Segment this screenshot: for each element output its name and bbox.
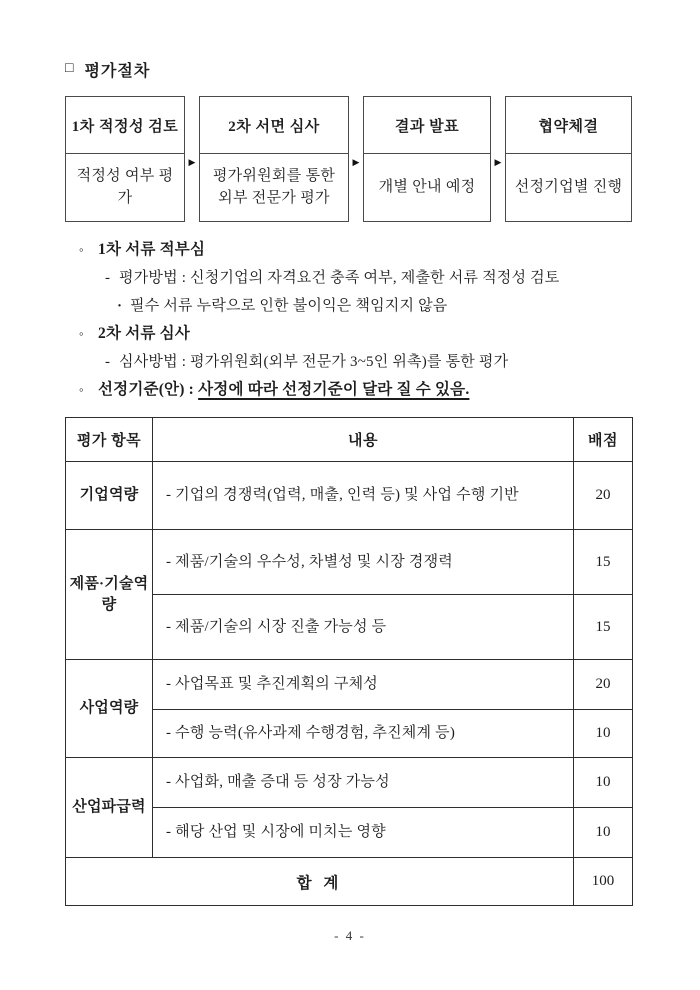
content-cell: - 제품/기술의 시장 진출 가능성 등: [153, 595, 574, 660]
flow-step-2: [199, 96, 349, 222]
note-text: [98, 376, 469, 404]
content-cell: - 사업화, 매출 증대 등 성장 가능성: [153, 758, 574, 808]
table-header-row: [66, 418, 633, 462]
note-text: 심사방법 : 평가위원회(외부 전문가 3~5인 위촉)를 통한 평가: [119, 354, 509, 370]
note-item: [65, 292, 632, 320]
flow-step-4: [505, 96, 632, 222]
note-text: 1차 서류 적부심: [98, 241, 206, 258]
content-cell: - 기업의 경쟁력(업력, 매출, 인력 등) 및 사업 수행 기반: [153, 462, 574, 530]
flow-step-2-title: 2차 서면 심사: [200, 97, 348, 154]
table-row: [66, 462, 633, 530]
note-item: [65, 320, 632, 348]
dash-bullet-icon: -: [105, 270, 111, 286]
table-total-row: [66, 858, 633, 906]
flow-step-4-desc: 선정기업별 진행: [514, 178, 623, 195]
table-row: [66, 758, 633, 808]
score-cell: 20: [574, 660, 633, 710]
flow-step-3-title: 결과 발표: [364, 97, 490, 154]
note-item: [65, 264, 632, 292]
circle-bullet-icon: ◦: [79, 382, 84, 397]
flow-arrow-icon: ▶: [352, 156, 360, 167]
dot-bullet-icon: ·: [117, 298, 123, 314]
flow-step-3-desc: 개별 안내 예정: [378, 178, 476, 195]
note-text-underlined: 사정에 따라 선정기준이 달라 질 수 있음.: [198, 381, 470, 398]
square-bullet-icon: □: [65, 60, 75, 76]
note-item: [65, 236, 632, 264]
score-cell: 15: [574, 530, 633, 595]
dash-bullet-icon: -: [105, 354, 111, 370]
circle-bullet-icon: ◦: [79, 242, 84, 257]
category-cell: 산업파급력: [66, 758, 153, 858]
col-header-score: 배점: [574, 418, 633, 462]
category-cell: 사업역량: [66, 660, 153, 758]
page-number: - 4 -: [334, 928, 366, 943]
total-label-cell: 합 계: [66, 858, 574, 906]
flow-step-1-desc: 적정성 여부 평가: [76, 167, 174, 206]
total-score-cell: 100: [574, 858, 633, 906]
category-cell: 기업역량: [66, 462, 153, 530]
category-cell: 제품·기술역량: [66, 530, 153, 660]
notes-section: [65, 236, 632, 404]
page-content: [65, 58, 632, 906]
section-heading-label: 평가절차: [84, 63, 151, 80]
evaluation-flowchart: [65, 96, 632, 222]
note-item: [65, 376, 632, 404]
score-cell: 10: [574, 808, 633, 858]
note-text: 필수 서류 누락으로 인한 불이익은 책임지지 않음: [130, 298, 448, 314]
flow-step-4-title: 협약체결: [506, 97, 631, 154]
note-text: 평가방법 : 신청기업의 자격요건 충족 여부, 제출한 서류 적정성 검토: [119, 270, 560, 286]
flow-step-2-desc: 평가위원회를 통한 외부 전문가 평가: [212, 167, 336, 206]
flow-step-1-title: 1차 적정성 검토: [66, 97, 184, 154]
flow-arrow-icon: ▶: [188, 156, 196, 167]
col-header-content: 내용: [153, 418, 574, 462]
flow-arrow-icon: ▶: [494, 156, 502, 167]
col-header-category: 평가 항목: [66, 418, 153, 462]
content-cell: - 사업목표 및 추진계획의 구체성: [153, 660, 574, 710]
note-text: 2차 서류 심사: [98, 325, 190, 342]
section-heading: [65, 58, 632, 81]
note-item: [65, 348, 632, 376]
score-cell: 10: [574, 710, 633, 758]
note-text-prefix: 선정기준(안) :: [98, 381, 199, 398]
score-cell: 10: [574, 758, 633, 808]
criteria-table: [65, 417, 633, 906]
content-cell: - 수행 능력(유사과제 수행경험, 추진체계 등): [153, 710, 574, 758]
content-cell: - 제품/기술의 우수성, 차별성 및 시장 경쟁력: [153, 530, 574, 595]
table-row: [66, 530, 633, 595]
content-cell: - 해당 산업 및 시장에 미치는 영향: [153, 808, 574, 858]
score-cell: 20: [574, 462, 633, 530]
score-cell: 15: [574, 595, 633, 660]
flow-step-3: [363, 96, 491, 222]
table-row: [66, 660, 633, 710]
flow-step-1: [65, 96, 185, 222]
circle-bullet-icon: ◦: [79, 326, 84, 341]
